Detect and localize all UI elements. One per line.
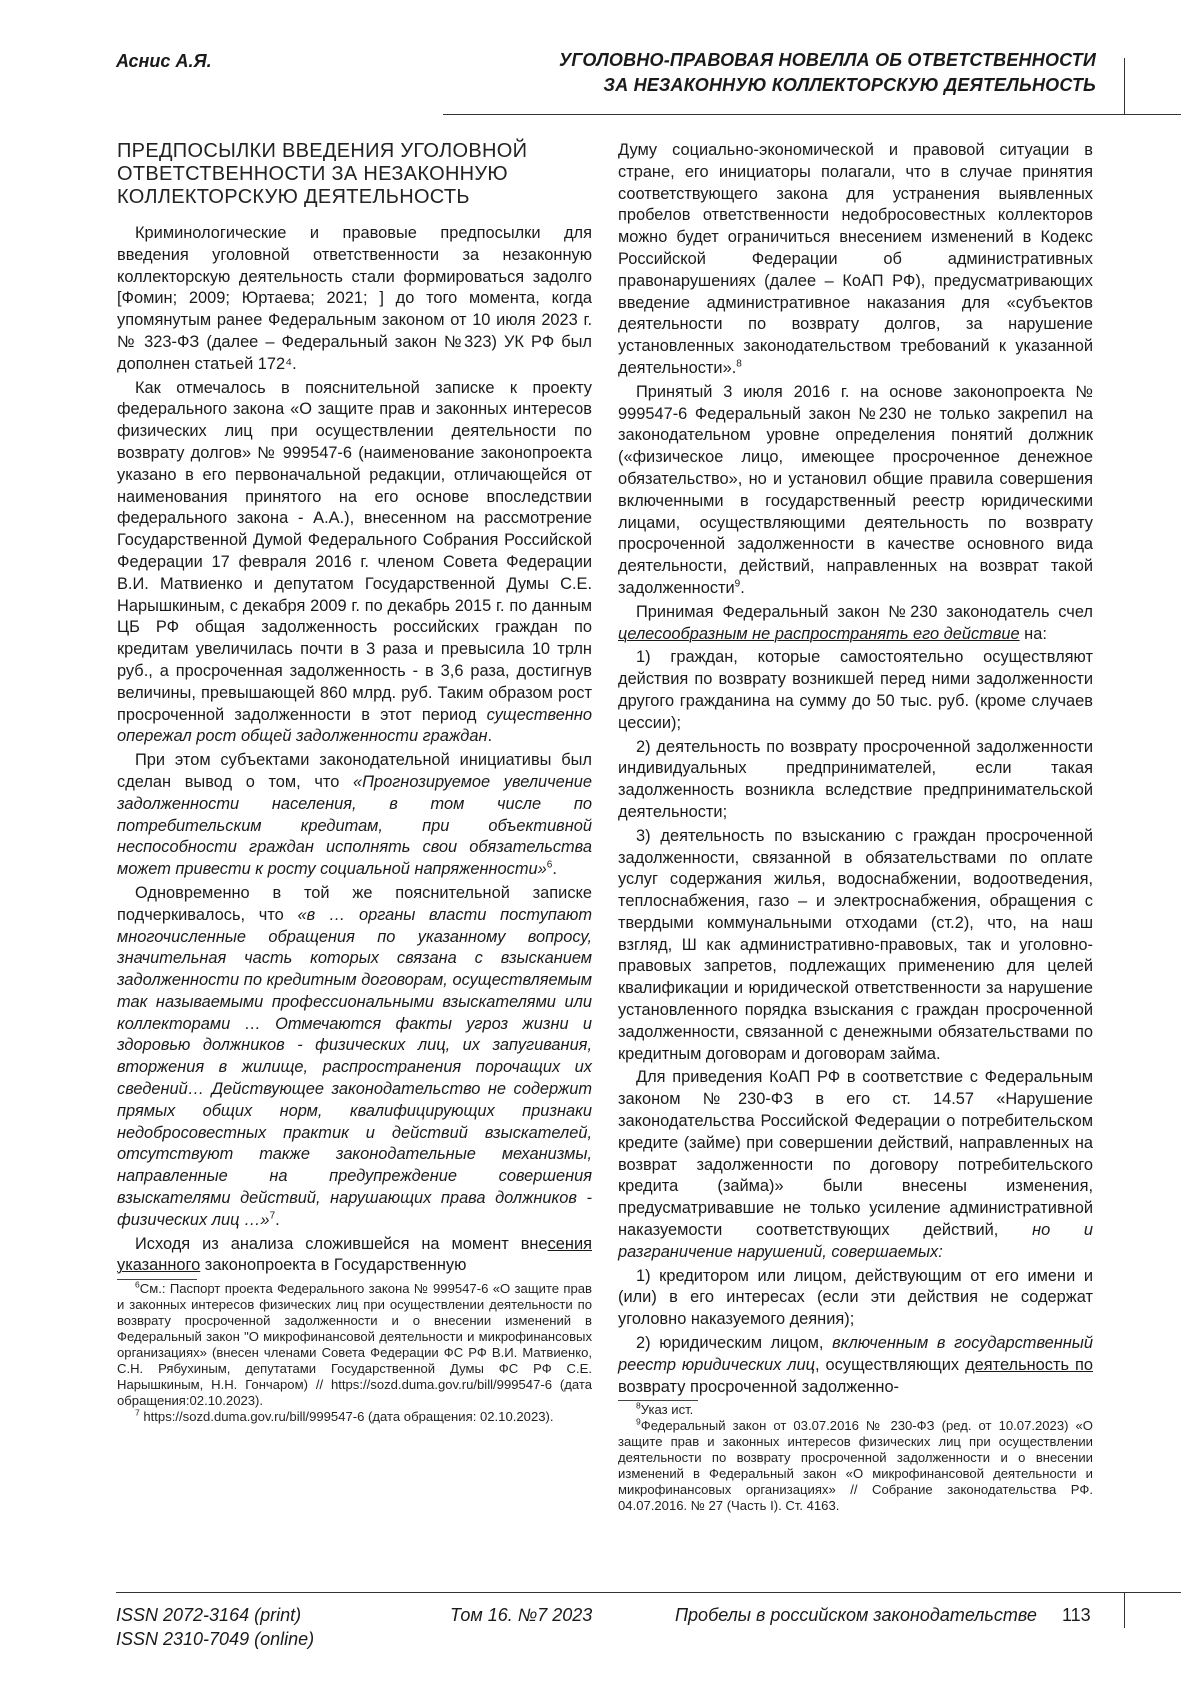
right-paragraph-7 <box>618 1067 1093 1263</box>
footnote-9-text: Федеральный закон от 03.07.2016 № 230-ФЗ (ред. от 10.07.2023) «О защите прав и законных интересов физических лиц при осуществлении деятельности по возврату просроченной задолженности и о внесении изменений в Федеральный закон «О микрофинансовой деятельности и микрофинансовых организациях» // Собрание законодательства РФ. 04.07.2016. № 27 (Часть I). Ст. 4163. <box>618 1418 1093 1513</box>
left-p5-text: Исходя из анализа сложившейся на момент вне <box>135 1235 548 1253</box>
footnote-6-text: См.: Паспорт проекта Федерального закона № 999547-6 «О защите прав и законных интересов физических лиц при осуществлении деятельности по возврату просроченной задолженности и о внесении изменений в Федеральный закон "О микрофинансовой деятельности и микрофинансовых организациях» (внесен членами Совета Федерации ФС РФ В.И. Матвиенко, С.Н. Рябухиным, депутатами Государственной Думы ФС РФ С.Е. Нарышкиным, Н.Н. Гончаром) // https://sozd.duma.gov.ru/bill/999547-6 (дата обращения:02.10.2023). <box>117 1281 592 1408</box>
right-list-sub-1: 1) кредитором или лицом, действующим от его имени и (или) в его интересах (если эти действия не содержат уголовно наказуемого деяния); <box>618 1266 1093 1331</box>
right-p9-end: возврату просроченной задолженно- <box>618 1378 899 1396</box>
footnote-9-mark: 9 <box>636 1417 641 1427</box>
footnote-7-text[interactable]: https://sozd.duma.gov.ru/bill/999547-6 (дата обращения: 02.10.2023). <box>143 1409 553 1424</box>
left-paragraph-5 <box>117 1234 592 1278</box>
header-rule <box>443 114 1181 115</box>
right-p7-text: Для приведения КоАП РФ в соответствие с Федеральным законом №230-ФЗ в его ст. 14.57 «Нарушение законодательства Российской Федерации о потребительском кредите (займе) при совершении действий, направленных на возврат задолженности по договору потребительского кредита (займа)» были внесены изменения, предусматривавшие не только усиление административной наказуемости соответствующих действий, <box>618 1068 1093 1239</box>
right-p2-text: Принятый 3 июля 2016 г. на основе законопроекта № 999547-6 Федеральный закон №230 не только закрепил на законодательном уровне определения понятий должник («физическое лицо, имеющее просроченное денежное обязательство», но и установил общие правила совершения включенными в государственный реестр юридическими лицами, осуществляющими деятельность по возврату просроченной задолженности в качестве основного вида деятельности, действий, направленных на возврат такой задолженности <box>618 383 1093 597</box>
right-p1-text: Думу социально-экономической и правовой ситуации в стране, его инициаторы полагали, что в случае принятия соответствующего закона для устранения выявленных пробелов ответственности недобросовестных коллекторов можно будет ограничиться внесением изменений в Кодекс Российской Федерации об административных правонарушениях (далее – КоАП РФ), предусматривающих введение административное наказания для «субъектов деятельности по возврату долгов, за нарушение установленных законодательством требований к указанной деятельности». <box>618 141 1093 377</box>
running-title-line-1: УГОЛОВНО-ПРАВОВАЯ НОВЕЛЛА ОБ ОТВЕТСТВЕННОСТИ <box>536 48 1096 73</box>
right-p3-end: на: <box>1020 625 1047 643</box>
footer-issn <box>116 1603 314 1651</box>
footnote-7-mark: 7 <box>135 1408 140 1418</box>
footnote-8 <box>618 1402 1093 1418</box>
right-list-item-1: 1) граждан, которые самостоятельно осуществляют действия по возврату возникшей перед ними задолженности другого гражданина на сумму до 50 тыс. руб. (кроме случаев цессии); <box>618 647 1093 734</box>
right-list-sub-2 <box>618 1333 1093 1398</box>
footnote-7 <box>117 1409 592 1425</box>
left-paragraph-3 <box>117 750 592 881</box>
page-number: 113 <box>1062 1603 1091 1627</box>
footnote-ref-7[interactable]: 7 <box>270 1210 276 1221</box>
left-p4-end: . <box>275 1211 280 1229</box>
header-corner-rule <box>1124 58 1125 114</box>
right-p2-end: . <box>740 579 745 597</box>
footnote-9 <box>618 1418 1093 1514</box>
right-paragraph-3 <box>618 602 1093 646</box>
running-title <box>536 48 1096 98</box>
left-p5-highlight: сения указанного <box>117 1235 592 1275</box>
left-column <box>117 140 592 1425</box>
issn-print: ISSN 2072-3164 (print) <box>116 1603 314 1627</box>
left-p2-emphasis: существенно опережал рост общей задолженности граждан <box>117 706 592 746</box>
left-p2-text: Как отмечалось в пояснительной записке к проекту федерального закона «О защите прав и законных интересов физических лиц при осуществлении деятельности по возврату долгов» № 999547-6 (наименование законопроекта указано в его первоначальной редакции, отличающейся от наименования принятого на его основе впоследствии федерального закона - А.А.), внесенном на рассмотрение Государственной Думой Федерального Собрания Российской Федерации 17 февраля 2016 г. членом Совета Федерации В.И. Матвиенко и депутатом Государственной Думы С.Е. Нарышкиным, с декабря 2009 г. по декабрь 2015 г. по данным ЦБ РФ общая задолженность российских граждан по кредитам увеличилась почти в 3 раза и превысила 10 трлн руб., а просроченная задолженность - в 3,6 раза, достигнув величины, превышающей 860 млрд. руб. Таким образом рост просроченной задолженности в этот период <box>117 379 592 724</box>
right-p7-emphasis: но и разграничение нарушений, совершаемых: <box>618 1221 1093 1261</box>
right-paragraph-1 <box>618 140 1093 380</box>
right-p3-text: Принимая Федеральный закон №230 законодатель счел <box>636 603 1093 621</box>
footer-volume: Том 16. №7 2023 <box>450 1603 592 1627</box>
footnote-ref-8[interactable]: 8 <box>736 359 742 370</box>
footnote-6-mark: 6 <box>135 1280 140 1290</box>
left-p3-text: При этом субъектами законодательной инициативы был сделан вывод о том, что <box>117 751 592 791</box>
running-author: Аснис А.Я. <box>116 50 212 72</box>
running-title-line-2: ЗА НЕЗАКОННУЮ КОЛЛЕКТОРСКУЮ ДЕЯТЕЛЬНОСТЬ <box>536 73 1096 98</box>
right-p9-emphasis: включенным в государственный реестр юридических лиц <box>618 1334 1093 1374</box>
right-list-item-2: 2) деятельность по возврату просроченной задолженности индивидуальных предпринимателей, если такая задолженность возникла вследствие предпринимательской деятельности; <box>618 737 1093 824</box>
right-p9-text: 2) юридическим лицом, <box>636 1334 832 1352</box>
footnote-6 <box>117 1281 592 1409</box>
left-p3-end: . <box>552 860 557 878</box>
right-paragraph-2 <box>618 382 1093 600</box>
left-p5-text-end: законопроекта в Государственную <box>200 1256 466 1274</box>
footnote-ref-9[interactable]: 9 <box>735 578 741 589</box>
footnote-8-mark: 8 <box>636 1401 641 1411</box>
right-list-item-3: 3) деятельность по взысканию с граждан просроченной задолженности, связанной в обязательствами по оплате услуг содержания жилья, водоснабжении, водоотведения, теплоснабжения, газо – и электроснабжения, обращения с твердыми коммунальными отходами (ст.2), что, на наш взгляд, Ш как административно-правовых, так и уголовно-правовых запретов, подлежащих применению для целей квалификации и юридической ответственности за нарушение установленного порядка взыскания с граждан просроченной задолженности, связанной с денежными обязательствами по кредитным договорам и договорам займа. <box>618 826 1093 1066</box>
footer-corner-rule <box>1124 1592 1125 1628</box>
right-p9-mid: , осуществляющих <box>815 1356 965 1374</box>
issn-online: ISSN 2310-7049 (online) <box>116 1627 314 1651</box>
left-p3-quote: «Прогнозируемое увеличение задолженности населения, в том числе по потребительским кредитам, при объективной неспособности граждан исполнять свои обязательства может привести к росту социальной напряженности» <box>117 773 592 878</box>
footnote-ref-6[interactable]: 6 <box>547 860 553 871</box>
footer-journal-title: Пробелы в российском законодательстве <box>675 1603 1037 1627</box>
left-paragraph-4 <box>117 883 592 1232</box>
left-p2-end: . <box>487 727 492 745</box>
right-p9-highlight: деятельность по <box>965 1356 1093 1374</box>
left-p4-quote: «в … органы власти поступают многочисленные обращения по указанному вопросу, значительная часть которых связана с взысканием задолженности по кредитным договорам, осуществляемым так называемыми профессиональными взыскателями или коллекторами … Отмечаются факты угроз жизни и здоровью должников - физических лиц, их запугивания, вторжения в жилище, распространения порочащих их сведений… Действующее законодательство не содержит прямых общих норм, квалифицирующих признаки недобросовестных практик и действий взыскателей, отсутствуют также законодательные механизмы, направленные на предупреждение совершения взыскателями действий, нарушающих права должников - физических лиц …» <box>117 906 592 1229</box>
left-paragraph-1: Криминологические и правовые предпосылки для введения уголовной ответственности за незаконную коллекторскую деятельность стали формироваться задолго [Фомин; 2009; Юртаева; 2021; ] до того момента, когда упомянутым ранее Федеральным законом от 10 июля 2023 г. № 323-ФЗ (далее – Федеральный закон №323) УК РФ был дополнен статьей 172⁴. <box>117 223 592 376</box>
left-p4-text: Одновременно в той же пояснительной записке подчеркивалось, что <box>117 884 592 924</box>
footer-rule <box>116 1592 1181 1593</box>
footnote-8-text: Указ ист. <box>641 1402 694 1417</box>
right-column <box>618 140 1093 1514</box>
left-paragraph-2 <box>117 378 592 749</box>
section-title: ПРЕДПОСЫЛКИ ВВЕДЕНИЯ УГОЛОВНОЙ ОТВЕТСТВЕННОСТИ ЗА НЕЗАКОННУЮ КОЛЛЕКТОРСКУЮ ДЕЯТЕЛЬНОСТЬ <box>117 140 592 209</box>
right-p3-emphasis: целесообразным не распространять его действие <box>618 625 1020 643</box>
